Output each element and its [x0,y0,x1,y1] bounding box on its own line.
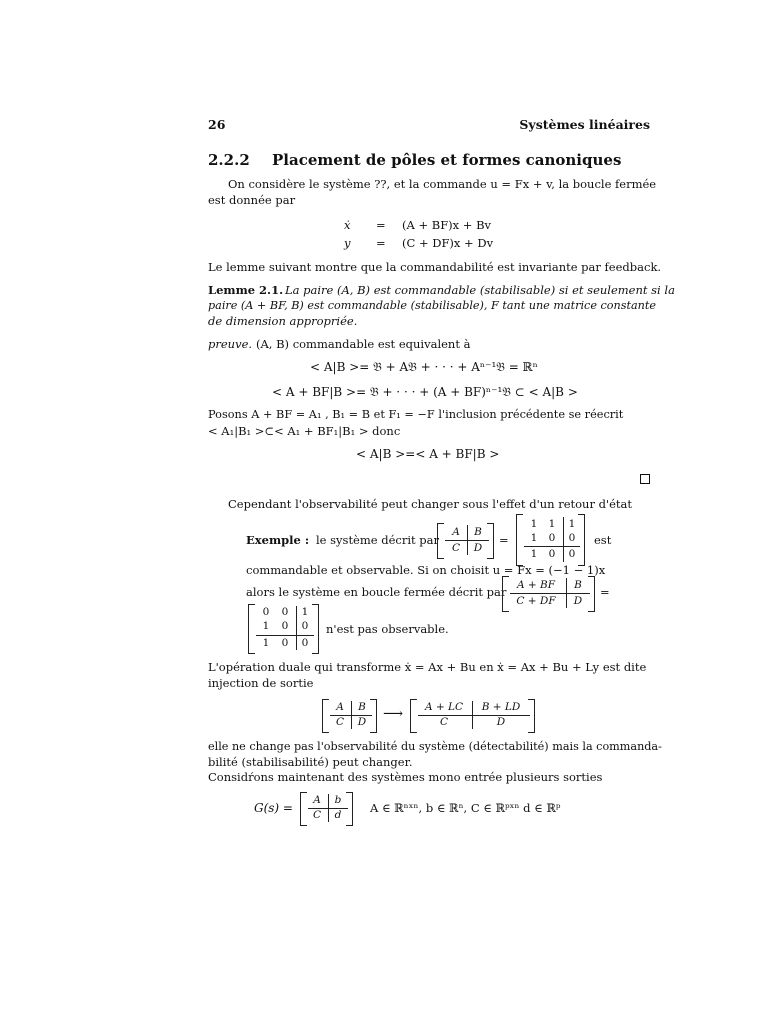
m1-r3c3: 0 [568,548,576,560]
example-eq-sign: = [499,533,509,547]
closing-line-2: bilité (stabilisabilité) peut changer. [208,755,413,769]
m2-r2c1: 1 [262,620,270,632]
eq-row1-rhs: (A + BF)x + Bv [402,218,492,232]
not-observable: n'est pas observable. [326,622,449,636]
transfer-c: C [312,809,322,821]
running-title: Systèmes linéaires [519,117,650,132]
m1-r2c3: 0 [568,532,576,544]
transfer-dims: A ∈ ℝⁿˣⁿ, b ∈ ℝⁿ, C ∈ ℝᵖˣⁿ d ∈ ℝᵖ [370,801,561,815]
page-number: 26 [208,117,226,132]
dual-left-b: B [358,701,366,713]
dual-left-d: D [357,716,367,728]
intro-line-2: est donnée par [208,193,296,207]
closed-eq-sign: = [600,585,610,599]
eq-row1-lhs: ẋ [344,218,351,232]
dual-left-a: A [336,701,344,713]
closing-line-1: elle ne change pas l'observabilité du système (détectabilité) mais la commanda- [208,740,662,753]
m1-r1c2: 1 [548,518,556,530]
m2-r1c2: 0 [281,606,289,618]
transfer-b: b [334,794,342,806]
closed-b: B [574,579,582,591]
transfer-lhs: G(s) = [254,801,293,815]
dual-arrow: ⟶ [383,706,404,722]
dual-right-d: D [496,716,506,728]
proof-eq-3: < A|B >=< A + BF|B > [356,447,500,461]
transfer-d: d [334,809,342,821]
m1-r1c1: 1 [530,518,538,530]
m2-r3c3: 0 [301,637,309,649]
dual-left-c: C [335,716,345,728]
eq-row1-eq: = [376,218,386,232]
closed-c: C + DF [516,595,556,607]
m2-r2c3: 0 [301,620,309,632]
proof-text: (A, B) commandable est equivalent à [256,337,471,351]
m1-r2c2: 0 [548,532,556,544]
dual-right-b: B + LD [481,701,521,713]
dual-right-c: C [439,716,449,728]
lemma-label: Lemme 2.1. [208,283,284,297]
block-d: D [473,542,483,554]
example-line-2: commandable et observable. Si on choisit u = Fx = (−1 − 1)x [246,563,606,577]
m1-r1c3: 1 [568,518,576,530]
invariance-sentence: Le lemme suivant montre que la commandabilité est invariante par feedback. [208,260,662,274]
transfer-a: A [313,794,321,806]
m2-r2c2: 0 [281,620,289,632]
eq-row2-lhs: y [344,236,351,250]
example-label: Exemple : [246,533,310,547]
section-title: Placement de pôles et formes canoniques [272,151,622,169]
m1-r2c1: 1 [530,532,538,544]
block-c: C [451,542,461,554]
proof-eq-2: < A + BF|B >= 𝔅 + · · · + (A + BF)ⁿ⁻¹𝔅 ⊂ < A|B > [272,385,578,399]
closing-line-3: Considŕons maintenant des systèmes mono entrée plusieurs sorties [208,770,603,784]
example-est: est [594,533,612,547]
section-number: 2.2.2 [208,151,250,169]
qed-square [640,474,650,484]
dual-right-a: A + LC [424,701,464,713]
intro-line-1: On considère le système ??, et la commande u = Fx + v, la boucle fermée [228,177,657,191]
proof-label: preuve. [208,337,253,351]
proof-donc: < A₁|B₁ >⊂< A₁ + BF₁|B₁ > donc [208,424,401,438]
m2-r3c1: 1 [262,637,270,649]
lemma-line-1: La paire (A, B) est commandable (stabilisable) si et seulement si la [285,283,675,297]
closed-a: A + BF [516,579,556,591]
example-text: le système décrit par [316,533,440,547]
observability-intro: Cependant l'observabilité peut changer sous l'effet d'un retour d'état [228,497,633,511]
lemma-line-3: de dimension appropriée. [208,314,358,328]
closed-d: D [573,595,583,607]
m1-r3c1: 1 [530,548,538,560]
block-b: B [474,526,482,538]
lemma-line-2: paire (A + BF, B) est commandable (stabilisable), F tant une matrice constante [208,299,656,312]
dual-line-1: L'opération duale qui transforme ẋ = Ax + Bu en ẋ = Ax + Bu + Ly est dite [208,660,647,674]
eq-row2-rhs: (C + DF)x + Dv [402,236,494,250]
dual-line-2: injection de sortie [208,676,314,690]
eq-row2-eq: = [376,236,386,250]
m1-r3c2: 0 [548,548,556,560]
block-a: A [452,526,460,538]
m2-r3c2: 0 [281,637,289,649]
proof-posons: Posons A + BF = A₁ , B₁ = B et F₁ = −F l'inclusion précédente se réecrit [208,408,624,421]
m2-r1c3: 1 [301,606,309,618]
m2-r1c1: 0 [262,606,270,618]
proof-eq-1: < A|B >= 𝔅 + A𝔅 + · · · + Aⁿ⁻¹𝔅 = ℝⁿ [310,360,538,374]
example-line-3: alors le système en boucle fermée décrit par [246,585,507,599]
